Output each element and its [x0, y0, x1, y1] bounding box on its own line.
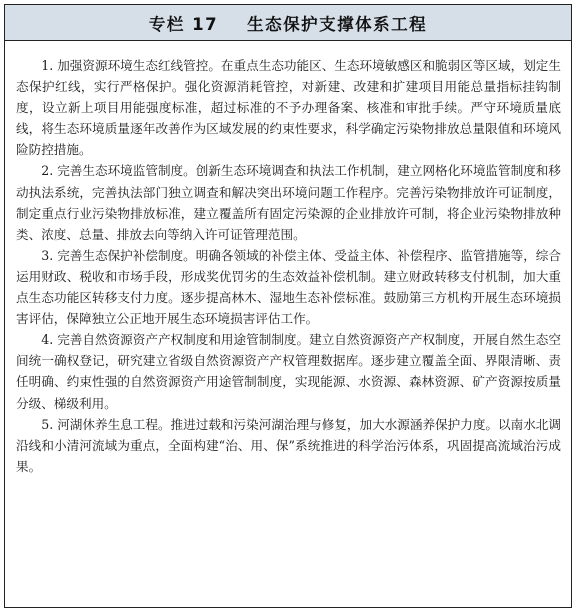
paragraph-2: 2. 完善生态环境监管制度。创新生态环境调查和执法工作机制，建立网格化环境监管制度和移动执法系统，完善执法部门独立调查和解决突出环境问题工作程序。完善污染物排放许可证制度，制定重点行业污染物排放标准，建立覆盖所有固定污染源的企业排放许可制，将企业污染物排放种类、浓度、总量、排放去向等纳入许可证管理范围。: [16, 163, 561, 242]
column-box: [4, 4, 572, 608]
paragraph-1: 1. 加强资源环境生态红线管控。在重点生态功能区、生态环境敏感区和脆弱区等区域，划定生态保护红线，实行严格保护。强化资源消耗管控，对新建、改建和扩建项目用能总量指标挂钩制度，设立新上项目用能强度标准，超过标准的不予办理备案、核准和审批手续。严守环境质量底线，将生态环境质量逐年改善作为区域发展的约束性要求，科学确定污染物排放总量限值和环境风险防控措施。: [16, 58, 561, 158]
paragraph-5: 5. 河湖休养生息工程。推进过载和污染河湖治理与修复，加大水源涵养保护力度。以南水北调沿线和小清河流域为重点，全面构建“治、用、保”系统推进的科学治污体系，巩固提高流域治污成果。: [16, 416, 561, 474]
column-title: 专栏 17 生态保护支撑体系工程: [148, 14, 428, 34]
column-body: [5, 41, 571, 477]
paragraph-3: 3. 完善生态保护补偿制度。明确各领域的补偿主体、受益主体、补偿程序、监管措施等，综合运用财政、税收和市场手段，形成奖优罚劣的生态效益补偿机制。建立财政转移支付机制，加大重点生态功能区转移支付力度。逐步提高林木、湿地生态补偿标准。鼓励第三方机构开展生态环境损害评估，保障独立公正地开展生态环境损害评估工作。: [16, 247, 561, 327]
column-header: [5, 5, 571, 41]
paragraph-4: 4. 完善自然资源资产产权制度和用途管制制度。建立自然资源资产产权制度，开展自然生态空间统一确权登记，研究建立省级自然资源资产产权管理数据库。逐步建立覆盖全面、界限清晰、责任明确、约束性强的自然资源资产用途管制制度，实现能源、水资源、森林资源、矿产资源按质量分级、梯级利用。: [16, 332, 561, 411]
